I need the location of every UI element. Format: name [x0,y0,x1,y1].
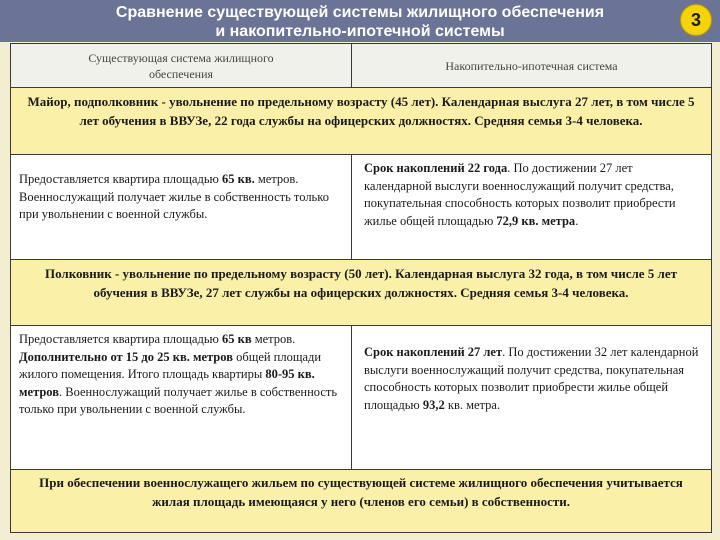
footer-row [10,470,712,533]
case1-mortgage-cell: Срок накоплений 22 года. По достижении 27 лет календарной выслуги военнослужащий получит средства, покупательная способность которых позволит приобрести жилье общей площадью 72,9 кв. метра. [351,155,711,259]
case1-content-row [10,155,712,260]
column-header-row [10,43,712,88]
slide-title-line2: и накопительно-ипотечной системы [215,23,505,40]
comparison-table [10,43,712,533]
case2-heading: Полковник - увольнение по предельному возрасту (50 лет). Календарная выслуга 32 года, в том числе 5 лет обучения в ВВУЗе, 27 лет службы на офицерских должностях. Средняя семья 3-4 человека. [11,260,711,325]
case2-existing-cell: Предоставляется квартира площадью 65 кв метров. Дополнительно от 15 до 25 кв. метров общей площади жилого помещения. Итого площадь квартиры 80-95 кв. метров. Военнослужащий получает жилье в собственность только при увольнении с военной службы. [11,326,351,469]
footer-note: При обеспечении военнослужащего жильем по существующей системе жилищного обеспечения учитывается жилая площадь имеющаяся у него (членов его семьи) в собственности. [11,470,711,532]
case2-heading-row [10,260,712,326]
column-header-mortgage: Накопительно-ипотечная система [351,44,711,87]
slide-header [0,0,720,42]
case1-heading-row [10,88,712,155]
case1-existing-cell: Предоставляется квартира площадью 65 кв. метров. Военнослужащий получает жилье в собственность только при увольнении с военной службы. [11,155,351,259]
slide-number-badge: 3 [680,4,712,36]
slide-title-line1: Сравнение существующей системы жилищного обеспечения [115,4,605,21]
case1-heading: Майор, подполковник - увольнение по предельному возрасту (45 лет). Календарная выслуга 27 лет, в том числе 5 лет обучения в ВВУЗе, 22 года службы на офицерских должностях. Средняя семья 3-4 человека. [11,88,711,154]
case2-mortgage-cell: Срок накоплений 27 лет. По достижении 32 лет календарной выслуги военнослужащий получит средства, покупательная способность которых позволит приобрести жилье общей площадью 93,2 кв. метра. [351,326,711,469]
case2-content-row [10,326,712,470]
column-header-existing: Существующая система жилищного обеспечения [11,44,351,87]
